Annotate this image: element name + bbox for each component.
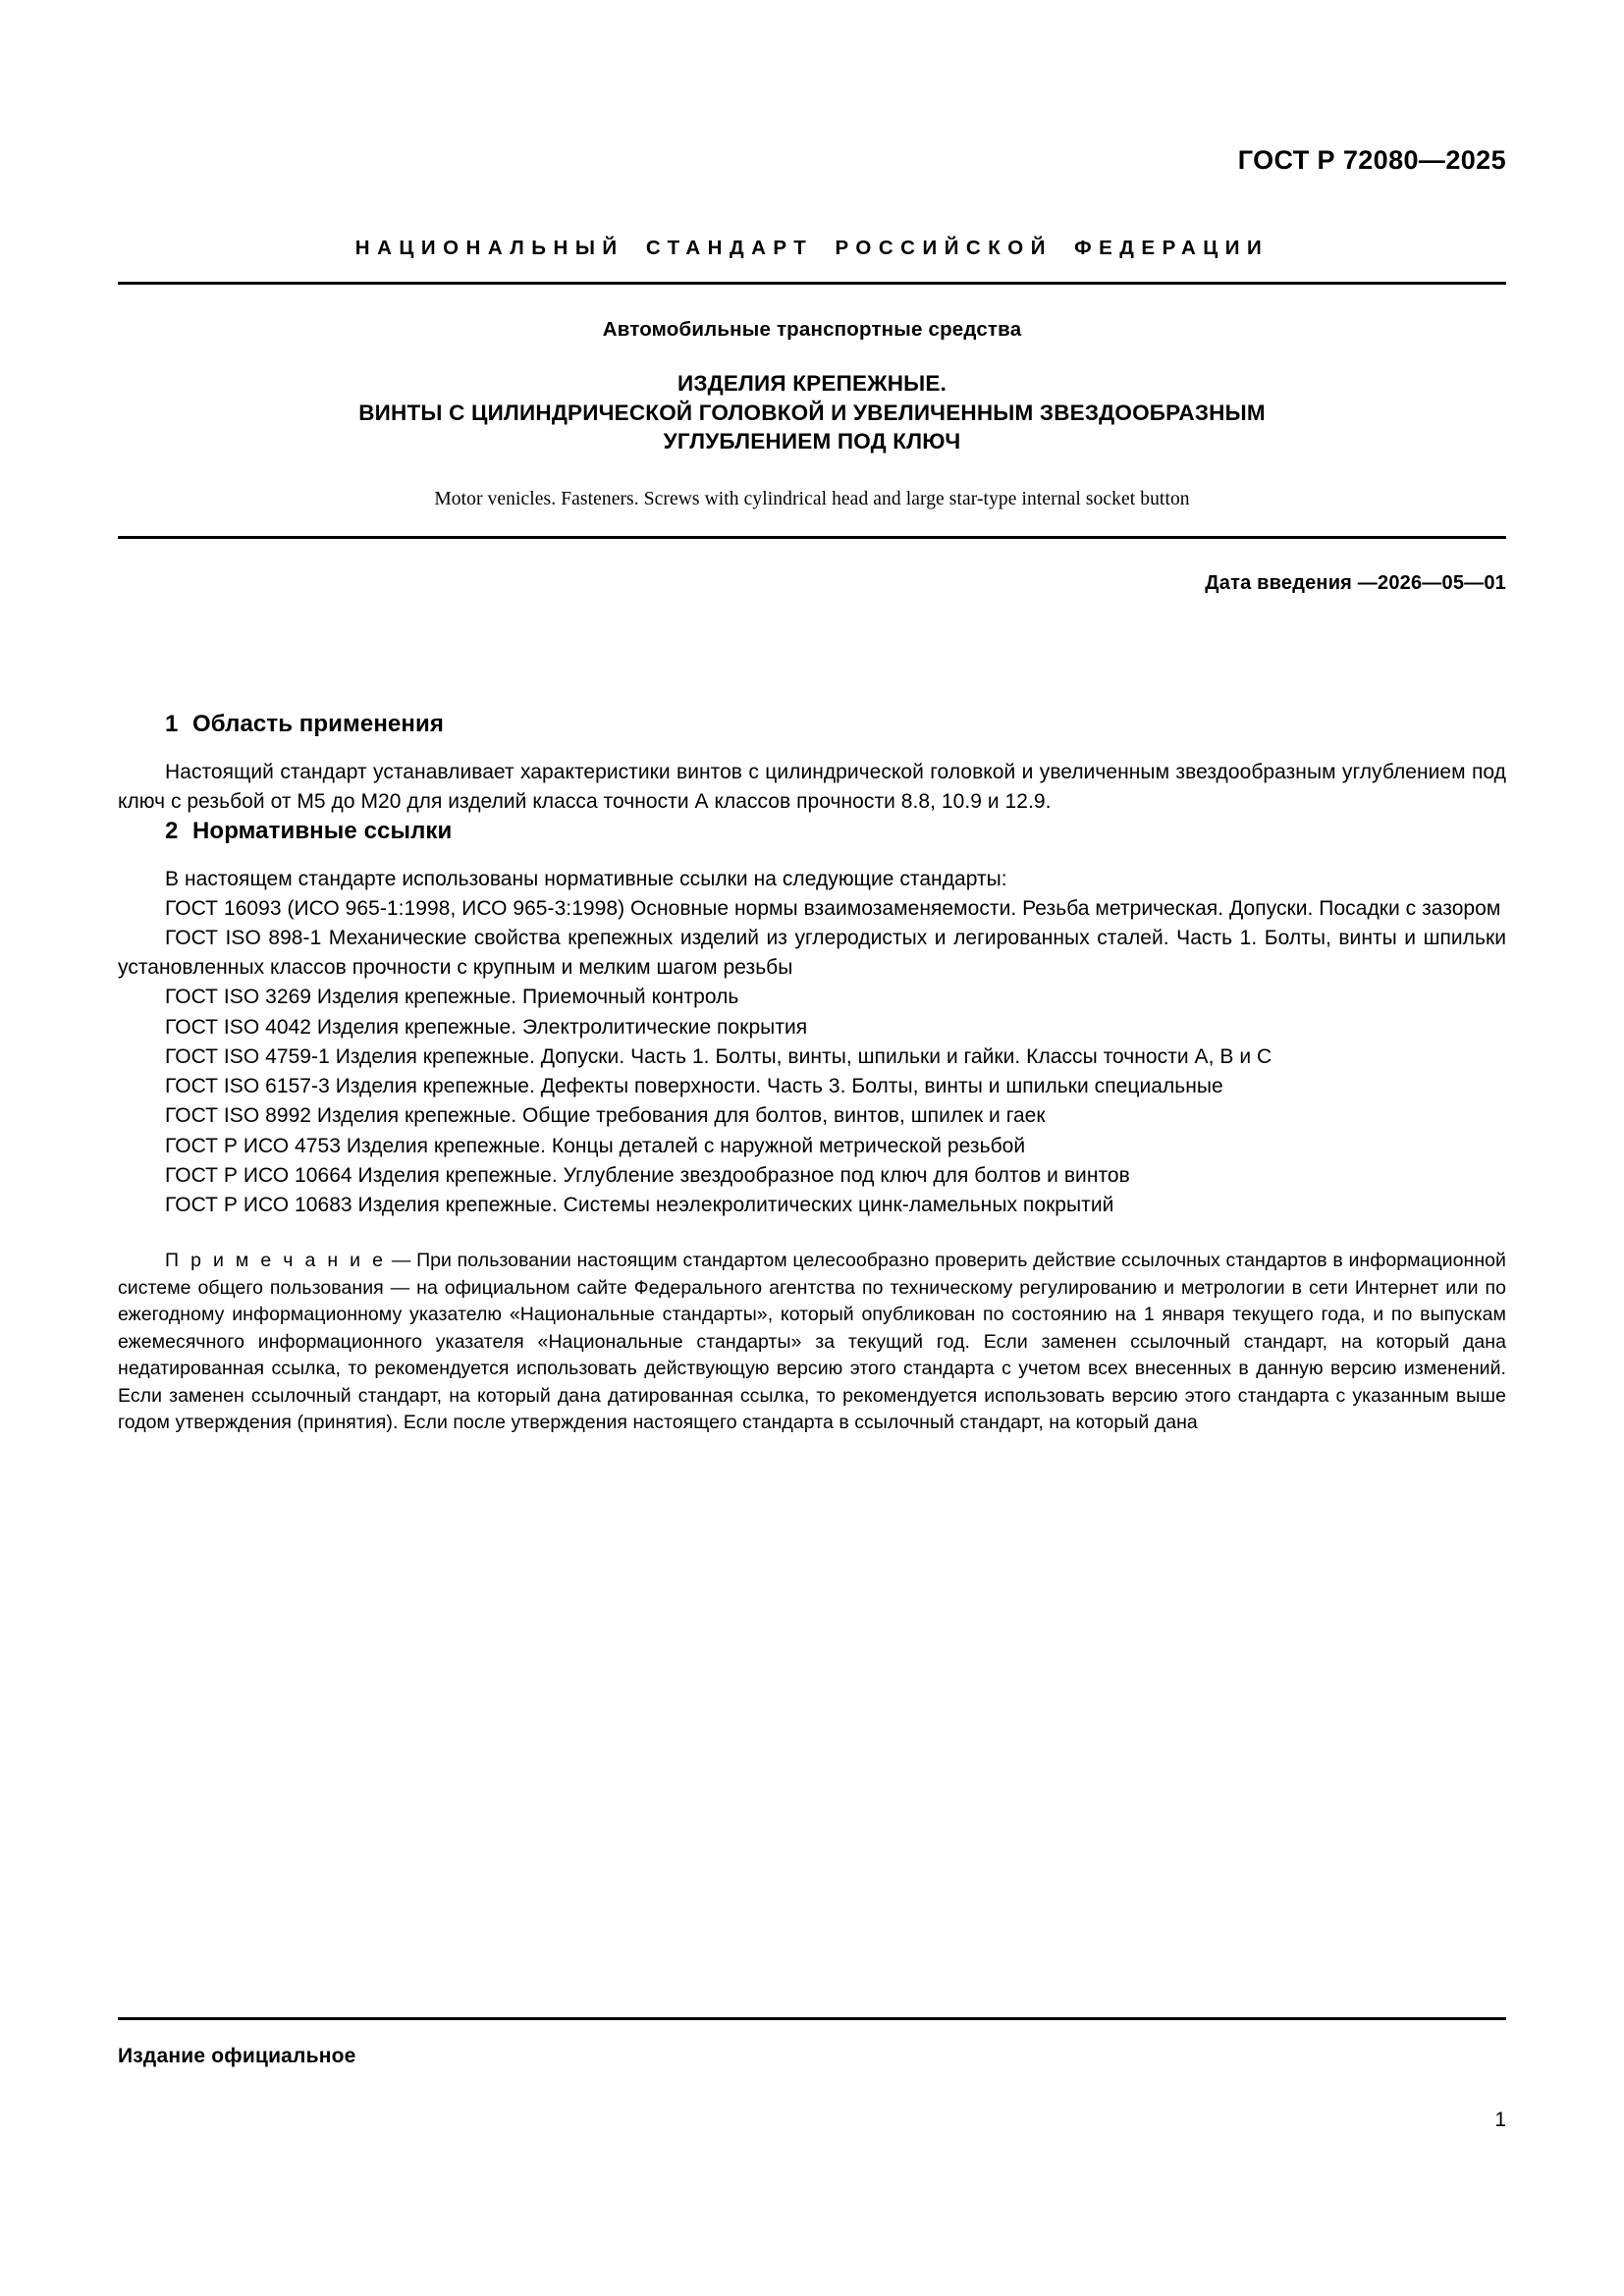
section-heading-references: [118, 818, 1506, 845]
reference-item: ГОСТ Р ИСО 4753 Изделия крепежные. Концы деталей с наружной метрической резьбой: [165, 1134, 1026, 1157]
references-lead: В настоящем стандарте использованы нормативные ссылки на следующие стандарты:: [165, 867, 1007, 890]
reference-list: [118, 865, 1506, 1221]
reference-item: ГОСТ ISO 4042 Изделия крепежные. Электролитические покрытия: [165, 1015, 808, 1039]
reference-item: ГОСТ ISO 8992 Изделия крепежные. Общие требования для болтов, винтов, шпилек и гаек: [165, 1104, 1046, 1128]
section-number-scope: 1: [165, 711, 179, 738]
reference-item: ГОСТ 16093 (ИСО 965-1:1998, ИСО 965-3:1998) Основные нормы взаимозаменяемости. Резьба метрическая. Допуски. Посадки с зазором: [165, 896, 1501, 920]
note-label: П р и м е ч а н и е: [165, 1250, 387, 1272]
reference-item: ГОСТ ISO 898-1 Механические свойства крепежных изделий из углеродистых и легированных сталей. Часть 1. Болты, винты и шпильки установленных классов прочности с крупным и мелким шагом резьбы: [118, 927, 1506, 980]
scope-paragraph: Настоящий стандарт устанавливает характеристики винтов с цилиндрической головкой и увеличенным звездообразным углублением под ключ с резьбой от М5 до М20 для изделий класса точности А классов прочности 8.8, 10.9 и 12.9.: [118, 761, 1506, 814]
section-number-references: 2: [165, 817, 179, 844]
reference-item: ГОСТ ISO 4759-1 Изделия крепежные. Допуски. Часть 1. Болты, винты, шпильки и гайки. Классы точности А, В и С: [165, 1044, 1272, 1068]
note-text: — При пользовании настоящим стандартом целесообразно проверить действие ссылочных стандартов в информационной системе общего пользования — на официальном сайте Федерального агентства по техническому регулированию и метрологии в сети Интернет или по ежегодному информационному указателю «Национальные стандарты», который опубликован по состоянию на 1 января текущего года, и по выпускам ежемесячного информационного указателя «Национальные стандарты» за текущий год. Если заменен ссылочный стандарт, на который дана недатированная ссылка, то рекомендуется использовать действующую версию этого стандарта с учетом всех внесенных в данную версию изменений. Если заменен ссылочный стандарт, на который дана датированная ссылка, то рекомендуется использовать версию этого стандарта с указанным выше годом утверждения (принятия). Если после утверждения настоящего стандарта в ссылочный стандарт, на который дана: [118, 1250, 1506, 1434]
references-note: [118, 1248, 1506, 1436]
official-edition-label: Издание официальное: [118, 2045, 356, 2067]
document-title-line-3: УГЛУБЛЕНИЕМ ПОД КЛЮЧ: [663, 429, 961, 454]
reference-item: ГОСТ ISO 3269 Изделия крепежные. Приемочный контроль: [165, 986, 739, 1009]
reference-item: ГОСТ ISO 6157-3 Изделия крепежные. Дефекты поверхности. Часть 3. Болты, винты и шпильки специальные: [165, 1075, 1223, 1098]
national-standard-heading: НАЦИОНАЛЬНЫЙ СТАНДАРТ РОССИЙСКОЙ ФЕДЕРАЦИИ: [354, 237, 1270, 259]
introduction-date: Дата введения —2026—05—01: [1205, 572, 1506, 595]
document-title-english: Motor venicles. Fasteners. Screws with cylindrical head and large star-type internal socket button: [434, 489, 1190, 510]
document-title-line-2: ВИНТЫ С ЦИЛИНДРИЧЕСКОЙ ГОЛОВКОЙ И УВЕЛИЧЕННЫМ ЗВЕЗДООБРАЗНЫМ: [358, 400, 1266, 425]
document-title-line-1: ИЗДЕЛИЯ КРЕПЕЖНЫЕ.: [677, 371, 947, 396]
reference-item: ГОСТ Р ИСО 10683 Изделия крепежные. Системы неэлекролитических цинк-ламельных покрытий: [165, 1194, 1114, 1217]
subject-heading: Автомобильные транспортные средства: [602, 318, 1022, 341]
footer-divider: [118, 2017, 1506, 2020]
header-divider-top: [118, 282, 1506, 285]
page-number: 1: [1494, 2109, 1506, 2131]
reference-item: ГОСТ Р ИСО 10664 Изделия крепежные. Углубление звездообразное под ключ для болтов и винтов: [165, 1163, 1130, 1187]
document-body: [118, 711, 1506, 1437]
document-title: [118, 369, 1506, 456]
section-title-references: Нормативные ссылки: [192, 817, 453, 844]
header-divider-bottom: [118, 536, 1506, 539]
section-heading-scope: [118, 711, 1506, 738]
section-title-scope: Область применения: [192, 711, 444, 738]
standard-code: ГОСТ Р 72080—2025: [1237, 145, 1506, 175]
